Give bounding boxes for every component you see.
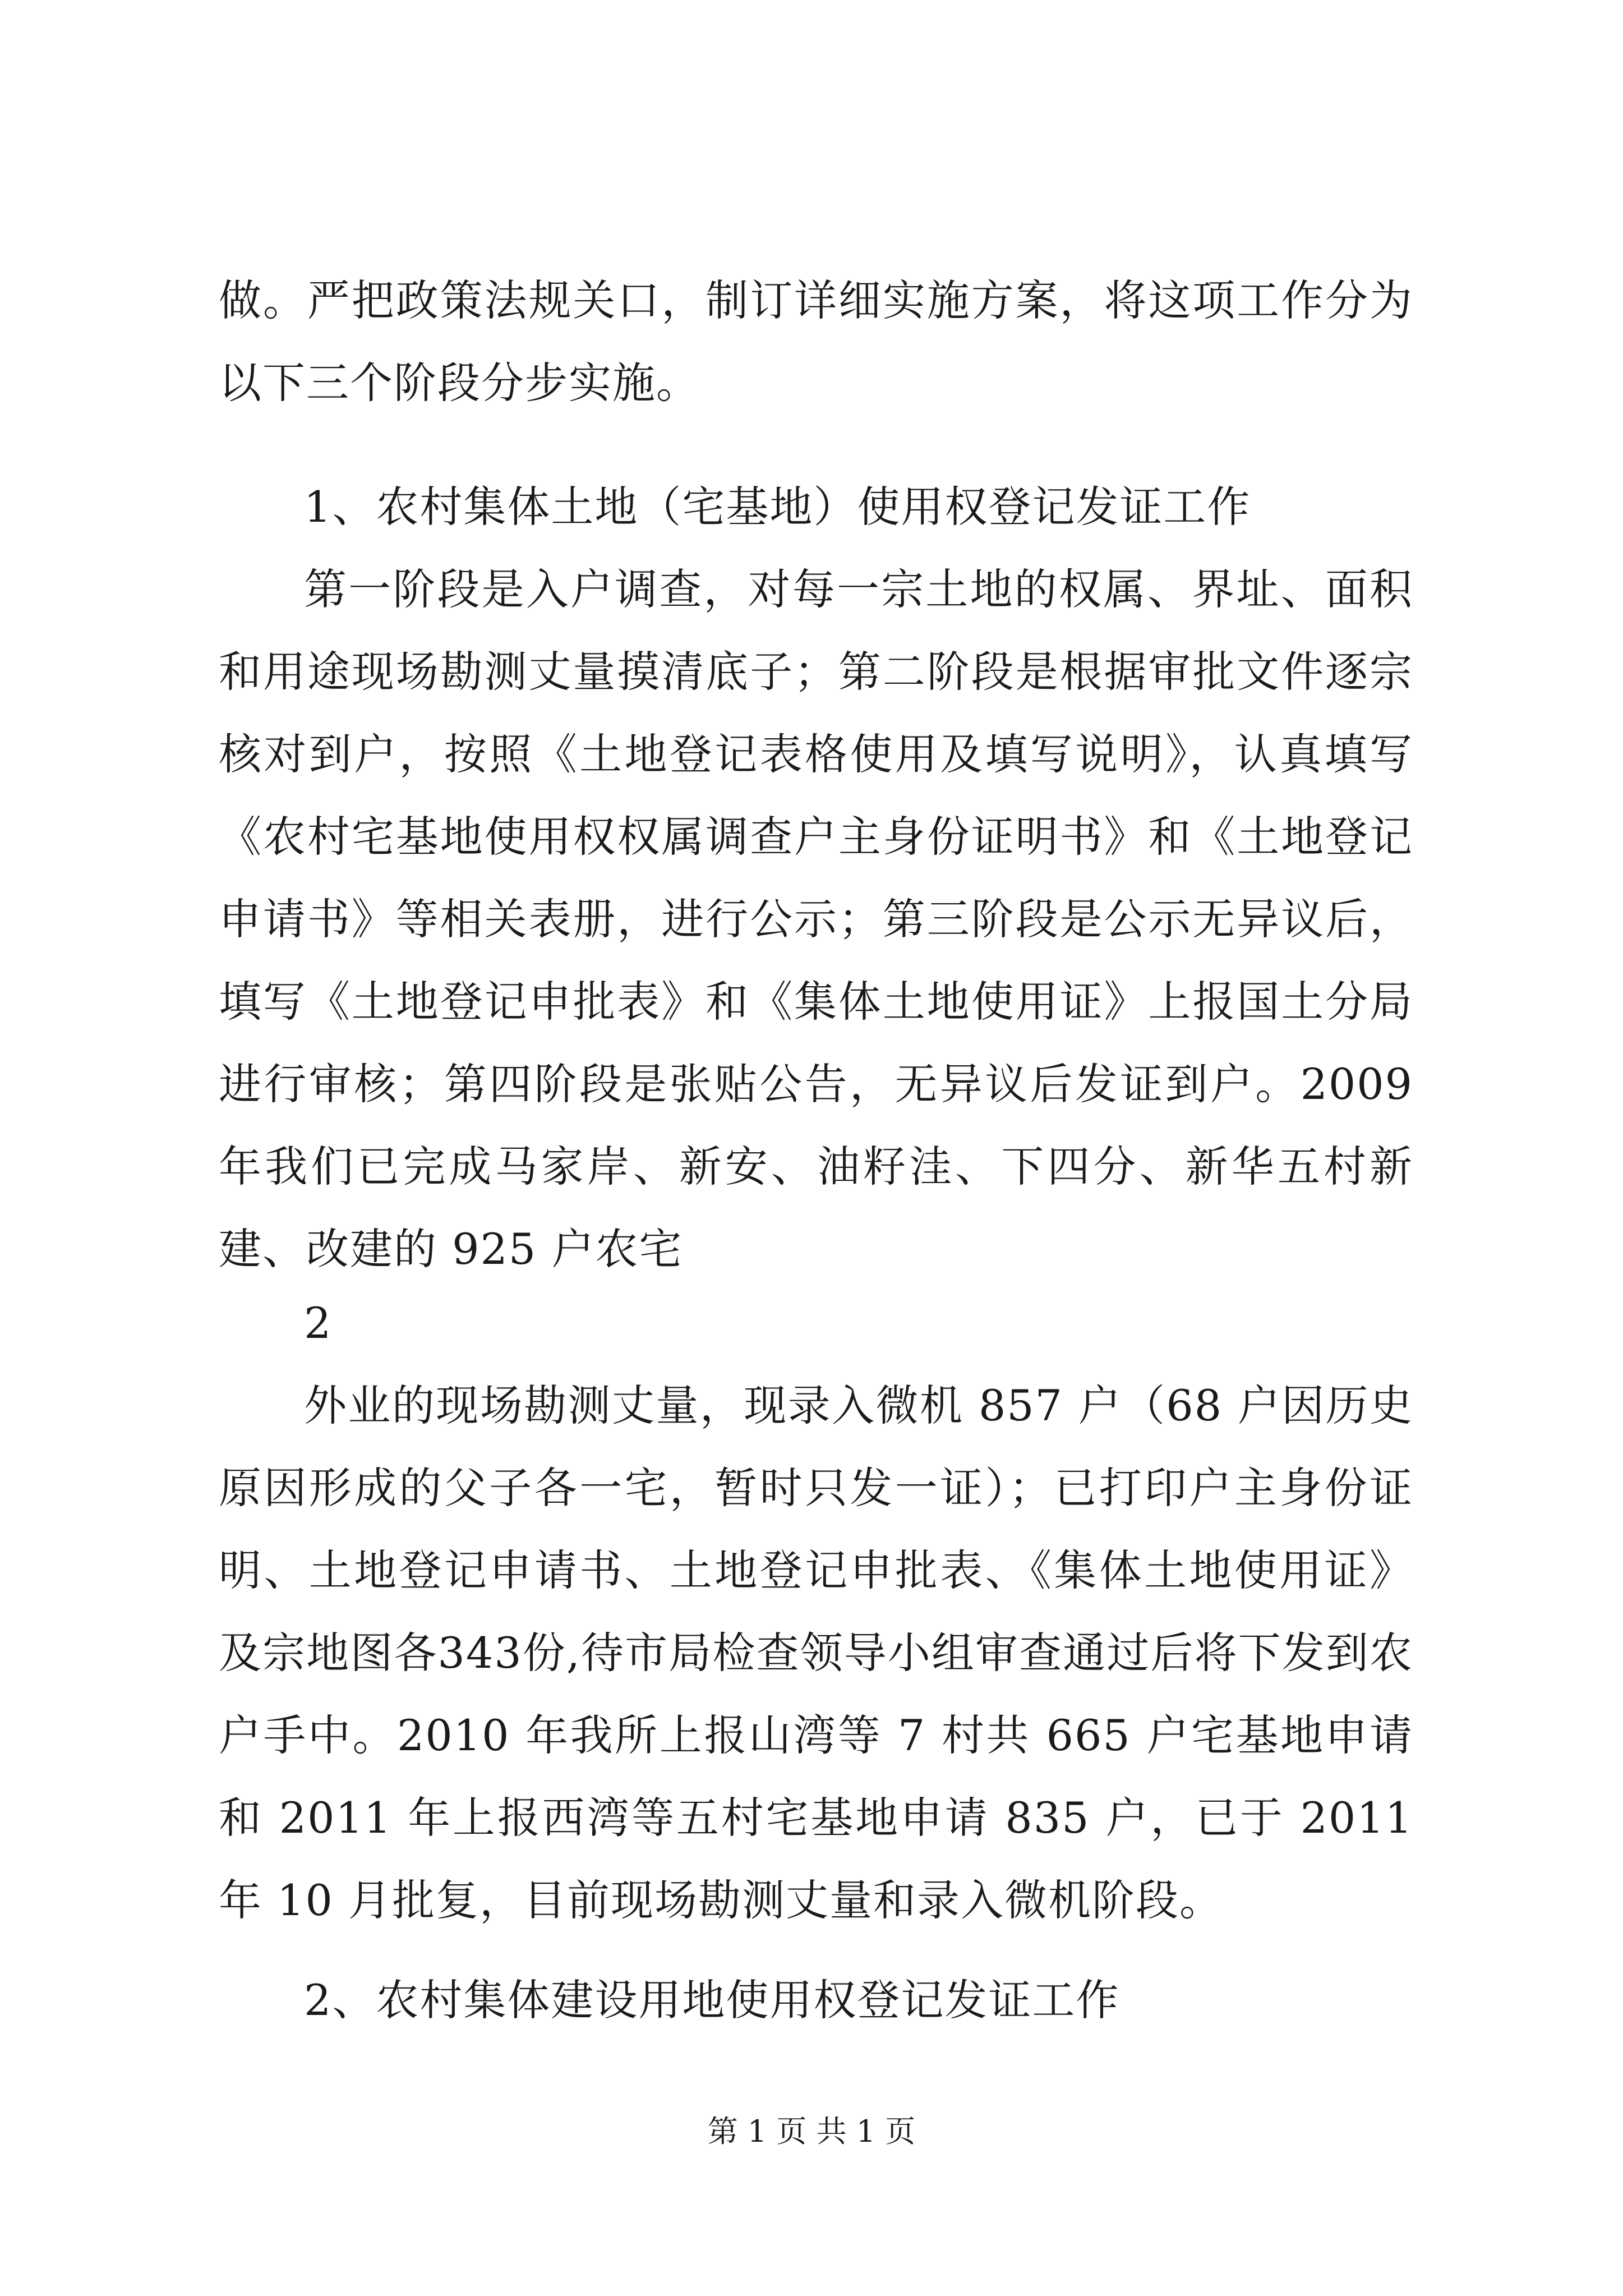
page-footer: 第 1 页 共 1 页 [707, 2114, 916, 2149]
inline-page-number: 2 [304, 1298, 333, 1348]
paragraph-stages: 第一阶段是入户调查，对每一宗土地的权属、界址、面积和用途现场勘测丈量摸清底子；第二阶段是根据审批文件逐宗核对到户，按照《土地登记表格使用及填写说明》，认真填写《农村宅基地使用权权属调查户主身份证明书》和《土地登记申请书》等相关表册，进行公示；第三阶段是公示无异议后，填写《土地登记申批表》和《集体土地使用证》上报国土分局进行审核；第四阶段是张贴公告，无异议后发证到户。2009 年我们已完成马家岸、新安、油籽洼、下四分、新华五村新建、改建的 925 户农宅 [219, 564, 1413, 1274]
paragraph-fieldwork-progress: 外业的现场勘测丈量，现录入微机 857 户（68 户因历史原因形成的父子各一宅，暂时只发一证）；已打印户主身份证明、土地登记申请书、土地登记申批表、《集体土地使用证》及宗地图各343份,待市局检查领导小组审查通过后将下发到农户手中。2010 年我所上报山湾等 7 村共 665 户宅基地申请和 2011 年上报西湾等五村宅基地申请 835 户，已于 2011 年 10 月批复，目前现场勘测丈量和录入微机阶段。 [219, 1381, 1413, 1925]
section-heading-homestead-registration: 1、农村集体土地（宅基地）使用权登记发证工作 [304, 482, 1251, 532]
section-heading-construction-land-registration: 2、农村集体建设用地使用权登记发证工作 [304, 1975, 1120, 2025]
paragraph-intro-continuation: 做。严把政策法规关口，制订详细实施方案，将这项工作分为以下三个阶段分步实施。 [219, 275, 1413, 408]
